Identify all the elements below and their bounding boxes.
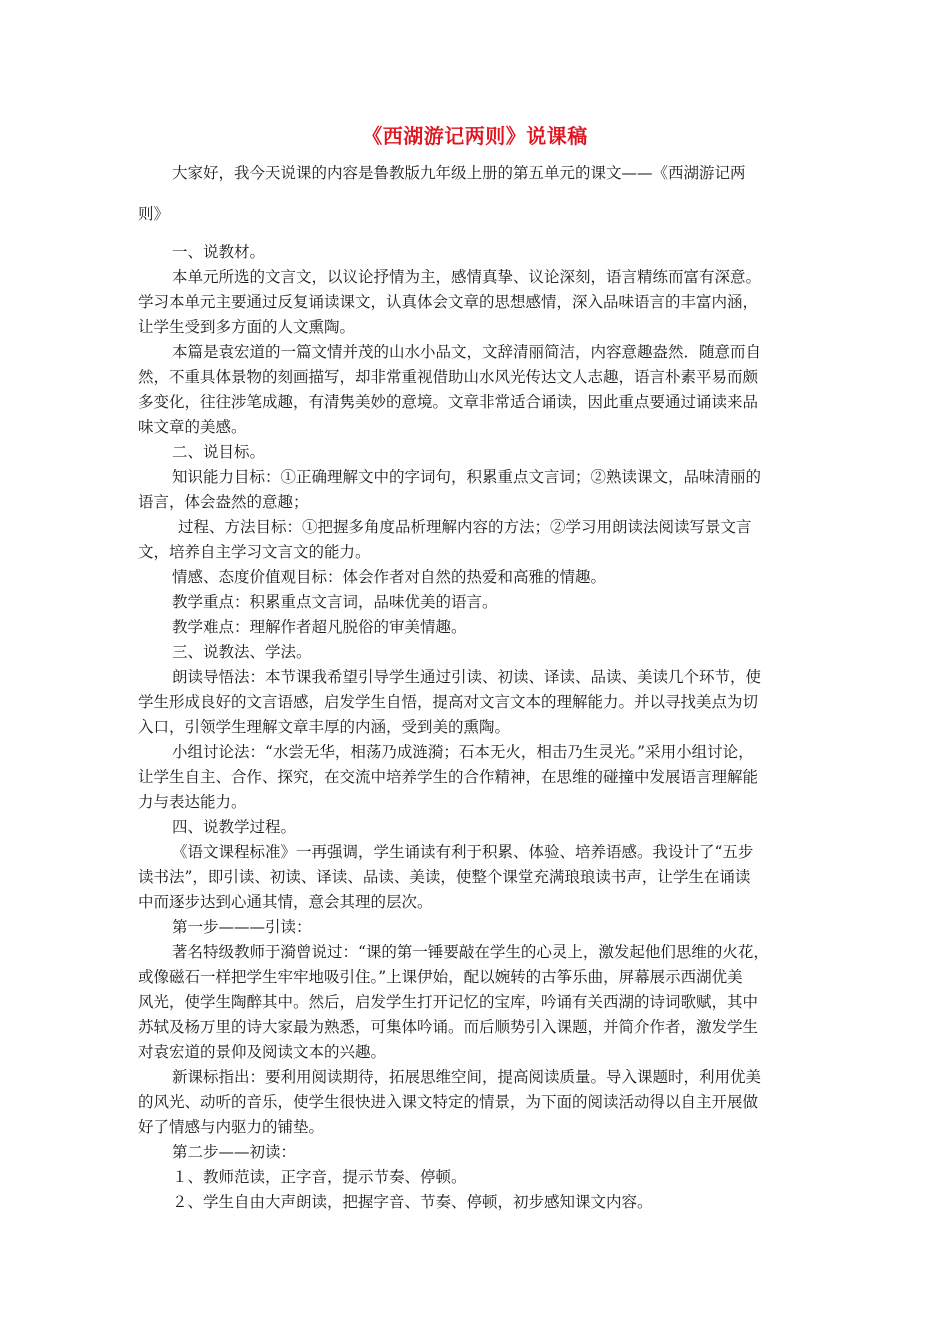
paragraph-line: 然，不重具体景物的刻画描写，却非常重视借助山水风光传达文人志趣，语言朴素平易而颇 — [138, 368, 759, 386]
paragraph-line: 学生形成良好的文言语感，启发学生自悟，提高对文言文本的理解能力。并以寻找美点为切 — [138, 693, 759, 711]
paragraph-line: 让学生受到多方面的人文熏陶。 — [138, 318, 356, 336]
paragraph-line: 新课标指出：要利用阅读期待，拓展思维空间，提高阅读质量。导入课题时，利用优美 — [172, 1068, 762, 1086]
list-item: １、教师范读，正字音，提示节奏、停顿。 — [172, 1168, 467, 1186]
paragraph-line: 入口，引领学生理解文章丰厚的内涵，受到美的熏陶。 — [138, 718, 511, 736]
paragraph-line: 多变化，往往涉笔成趣，有清隽美妙的意境。文章非常适合诵读，因此重点要通过诵读来品 — [138, 393, 759, 411]
paragraph-line: 风光，使学生陶醉其中。然后，启发学生打开记忆的宝库，吟诵有关西湖的诗词歌赋，其中 — [138, 993, 759, 1011]
paragraph-line: 好了情感与内驱力的铺垫。 — [138, 1118, 325, 1136]
paragraph-line: 本篇是袁宏道的一篇文情并茂的山水小品文，文辞清丽简洁，内容意趣盎然．随意而自 — [172, 343, 762, 361]
section-heading: 三、说教法、学法。 — [172, 643, 312, 661]
paragraph-line: 著名特级教师于漪曾说过：“课的第一锤要敲在学生的心灵上，激发起他们思维的火花， — [172, 943, 769, 961]
paragraph-line: 或像磁石一样把学生牢牢地吸引住。”上课伊始，配以婉转的古筝乐曲，屏幕展示西湖优美 — [138, 968, 743, 986]
paragraph-line: 教学重点：积累重点文言词，品味优美的语言。 — [172, 593, 498, 611]
list-item: ２、学生自由大声朗读，把握字音、节奏、停顿，初步感知课文内容。 — [172, 1193, 653, 1211]
step-heading: 第二步——初读： — [172, 1143, 297, 1161]
paragraph-line: 对袁宏道的景仰及阅读文本的兴趣。 — [138, 1043, 387, 1061]
paragraph-line: 《语文课程标准》一再强调，学生诵读有利于积累、体验、培养语感。我设计了“五步 — [172, 843, 754, 861]
paragraph-line: 苏轼及杨万里的诗大家最为熟悉，可集体吟诵。而后顺势引入课题，并简介作者，激发学生 — [138, 1018, 759, 1036]
section-heading: 四、说教学过程。 — [172, 818, 297, 836]
paragraph-line: 朗读导悟法：本节课我希望引导学生通过引读、初读、译读、品读、美读几个环节，使 — [172, 668, 762, 686]
paragraph-line: 中而逐步达到心通其情，意会其理的层次。 — [138, 893, 433, 911]
section-heading: 二、说目标。 — [172, 443, 266, 461]
paragraph-line: 小组讨论法：“水尝无华，相荡乃成涟漪；石本无火，相击乃生灵光。”采用小组讨论， — [172, 743, 754, 761]
step-heading: 第一步———引读： — [172, 918, 312, 936]
paragraph-line: 知识能力目标：①正确理解文中的字词句，积累重点文言词；②熟读课文，品味清丽的 — [172, 468, 762, 486]
paragraph-line: 力与表达能力。 — [138, 793, 247, 811]
paragraph-line: 过程、方法目标：①把握多角度品析理解内容的方法；②学习用朗读法阅读写景文言 — [178, 518, 752, 536]
paragraph-line: 学习本单元主要通过反复诵读课文，认真体会文章的思想感情，深入品味语言的丰富内涵， — [138, 293, 759, 311]
paragraph-line: 则》 — [138, 205, 170, 223]
paragraph-line: 本单元所选的文言文，以议论抒情为主，感情真挚、议论深刻，语言精练而富有深意。 — [172, 268, 762, 286]
paragraph-line: 的风光、动听的音乐，使学生很快进入课文特定的情景，为下面的阅读活动得以自主开展做 — [138, 1093, 759, 1111]
paragraph-line: 味文章的美感。 — [138, 418, 247, 436]
document-title: 《西湖游记两则》说课稿 — [362, 124, 588, 148]
paragraph-line: 读书法”，即引读、初读、译读、品读、美读，使整个课堂充满琅琅读书声，让学生在诵读 — [138, 868, 751, 886]
paragraph-line: 情感、态度价值观目标：体会作者对自然的热爱和高雅的情趣。 — [172, 568, 607, 586]
section-heading: 一、说教材。 — [172, 243, 266, 261]
paragraph-line: 文，培养自主学习文言文的能力。 — [138, 543, 371, 561]
paragraph-line: 大家好，我今天说课的内容是鲁教版九年级上册的第五单元的课文——《西湖游记两 — [172, 164, 746, 182]
paragraph-line: 教学难点：理解作者超凡脱俗的审美情趣。 — [172, 618, 467, 636]
paragraph-line: 语言，体会盎然的意趣； — [138, 493, 309, 511]
paragraph-line: 让学生自主、合作、探究，在交流中培养学生的合作精神，在思维的碰撞中发展语言理解能 — [138, 768, 759, 786]
